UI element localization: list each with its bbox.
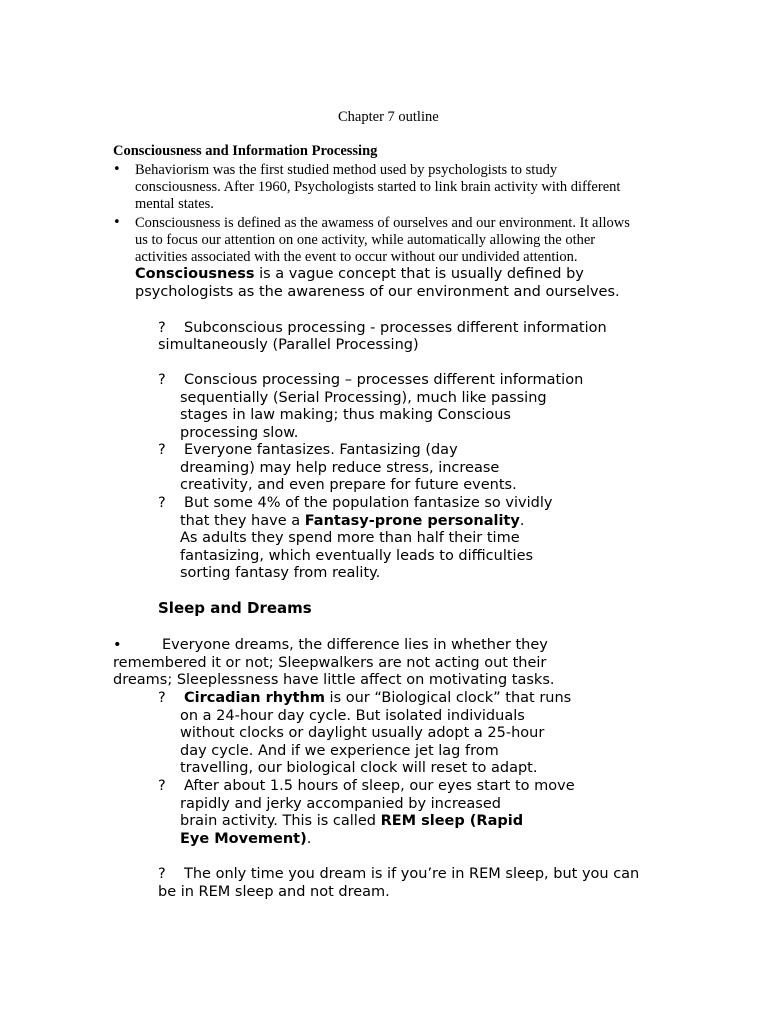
bullet-consciousness-defined bbox=[135, 215, 630, 266]
text-line: simultaneously (Parallel Processing) bbox=[158, 337, 419, 353]
bullet-symbol: • bbox=[113, 637, 122, 653]
q-marker: ? bbox=[158, 778, 166, 794]
bullet-behaviorism bbox=[135, 162, 620, 213]
page-title: Chapter 7 outline bbox=[338, 109, 439, 125]
term-consciousness: Consciousness bbox=[135, 266, 255, 282]
text-line: rapidly and jerky accompanied by increased bbox=[180, 795, 501, 812]
text-line: be in REM sleep and not dream. bbox=[158, 884, 390, 900]
bullet-symbol: • bbox=[113, 215, 121, 230]
text-line: Consciousness is defined as the awamess of ourselves and our environment. It allows bbox=[135, 215, 630, 231]
conscious-processing bbox=[180, 372, 583, 442]
text-span: that they have a bbox=[180, 512, 305, 529]
text-line: Everyone dreams, the difference lies in whether they bbox=[162, 637, 548, 653]
text-line: without clocks or daylight usually adopt a 25-hour bbox=[180, 725, 545, 742]
text-line: The only time you dream is if you’re in REM sleep, but you can bbox=[184, 866, 640, 882]
q-marker: ? bbox=[158, 320, 166, 336]
text-line: As adults they spend more than half their time bbox=[180, 530, 520, 547]
text-line: day cycle. And if we experience jet lag from bbox=[180, 742, 499, 759]
text-line: activities associated with the event to occur without our undivided attention. bbox=[135, 249, 578, 265]
bullet-symbol: • bbox=[113, 162, 121, 177]
text-line: mental states. bbox=[135, 196, 214, 212]
q-marker: ? bbox=[158, 690, 166, 706]
text-line: psychologists as the awareness of our environment and ourselves. bbox=[135, 283, 620, 300]
q-marker: ? bbox=[158, 495, 166, 511]
term-rem-cont: Eye Movement) bbox=[180, 830, 307, 847]
text-line: Subconscious processing - processes different information bbox=[184, 320, 607, 336]
q-marker: ? bbox=[158, 866, 166, 882]
text-line: dreams; Sleeplessness have little affect on motivating tasks. bbox=[113, 672, 555, 688]
text-line: fantasizing, which eventually leads to difficulties bbox=[180, 547, 534, 564]
section-heading-consciousness: Consciousness and Information Processing bbox=[113, 143, 378, 159]
section-heading-sleep: Sleep and Dreams bbox=[158, 599, 312, 617]
text-line: sequentially (Serial Processing), much like passing bbox=[180, 389, 547, 406]
text-line: Everyone fantasizes. Fantasizing (day bbox=[184, 442, 458, 458]
rem-sleep bbox=[180, 778, 575, 848]
text-line: creativity, and even prepare for future events. bbox=[180, 477, 517, 494]
text-line: remembered it or not; Sleepwalkers are not acting out their bbox=[113, 655, 547, 671]
circadian-rhythm bbox=[180, 690, 571, 778]
text-line: on a 24-hour day cycle. But isolated individuals bbox=[180, 707, 525, 724]
text-line: sorting fantasy from reality. bbox=[180, 565, 381, 582]
text-line: us to focus our attention on one activity, while automatically allowing the other bbox=[135, 232, 596, 248]
text-line: dreaming) may help reduce stress, increase bbox=[180, 459, 500, 476]
text-span: . bbox=[306, 830, 312, 847]
term-circadian: Circadian rhythm bbox=[184, 690, 325, 706]
text-line: travelling, our biological clock will reset to adapt. bbox=[180, 760, 538, 777]
fantasizing bbox=[180, 442, 517, 495]
text-line: stages in law making; thus making Conscious bbox=[180, 407, 511, 424]
text-line: But some 4% of the population fantasize so vividly bbox=[184, 495, 553, 511]
fantasy-prone bbox=[180, 495, 552, 583]
q-marker: ? bbox=[158, 442, 166, 458]
text-line: processing slow. bbox=[180, 424, 299, 441]
term-fantasy-prone: Fantasy-prone personality bbox=[304, 512, 520, 529]
text-line: Conscious processing – processes different information bbox=[184, 372, 584, 388]
q-marker: ? bbox=[158, 372, 166, 388]
text-span: brain activity. This is called bbox=[180, 813, 381, 830]
text-line: consciousness. After 1960, Psychologists started to link brain activity with different bbox=[135, 179, 621, 195]
text-span: . bbox=[519, 512, 525, 529]
text-line: Behaviorism was the first studied method used by psychologists to study bbox=[135, 162, 558, 178]
text-span: is a vague concept that is usually defined by bbox=[254, 266, 584, 282]
term-rem: REM sleep (Rapid bbox=[380, 813, 524, 830]
consciousness-definition bbox=[135, 266, 620, 301]
text-span: is our “Biological clock” that runs bbox=[324, 690, 572, 706]
text-line: After about 1.5 hours of sleep, our eyes start to move bbox=[184, 778, 575, 794]
